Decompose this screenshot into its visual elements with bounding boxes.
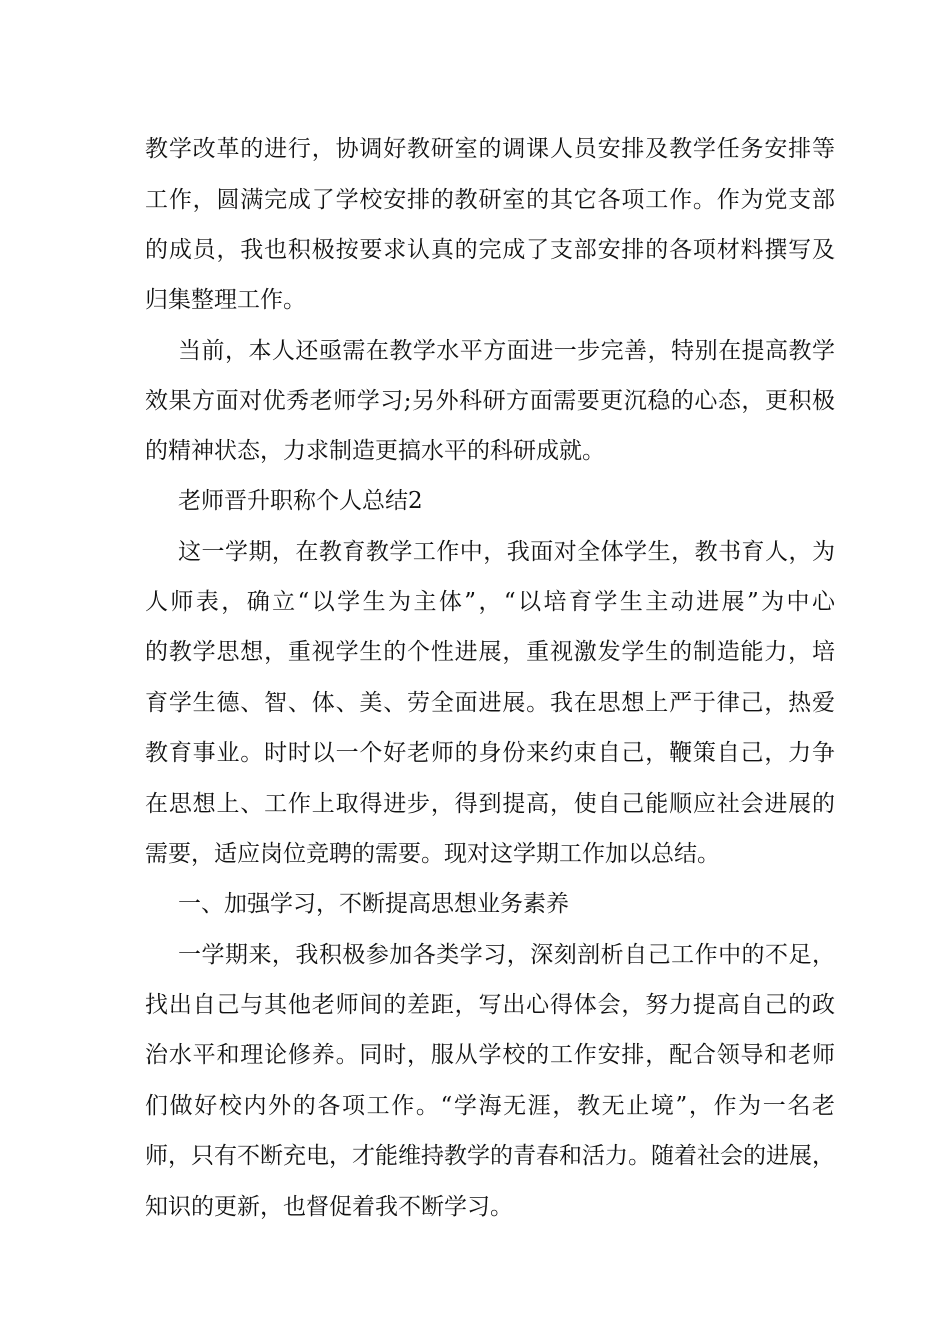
text-line: 教学改革的进行，协调好教研室的调课人员安排及教学任务安排等 [145, 136, 835, 162]
text-line: 找出自己与其他老师间的差距，写出心得体会，努力提高自己的政 [145, 992, 835, 1018]
text-line: 在思想上、工作上取得进步，得到提高，使自己能顺应社会进展的 [145, 791, 835, 817]
text-line: 的成员，我也积极按要求认真的完成了支部安排的各项材料撰写及 [145, 237, 835, 263]
text-line: 人师表，确立“以学生为主体”，“以培育学生主动进展”为中心 [145, 589, 835, 615]
text-line: 一学期来，我积极参加各类学习，深刻剖析自己工作中的不足， [178, 942, 835, 968]
text-line: 的精神状态，力求制造更搞水平的科研成就。 [145, 438, 605, 464]
text-line: 效果方面对优秀老师学习;另外科研方面需要更沉稳的心态，更积极 [145, 388, 835, 414]
text-line: 育学生德、智、体、美、劳全面进展。我在思想上严于律己，热爱 [145, 690, 835, 716]
text-line: 师，只有不断充电，才能维持教学的青春和活力。随着社会的进展， [145, 1143, 835, 1169]
text-line: 工作，圆满完成了学校安排的教研室的其它各项工作。作为党支部 [145, 187, 835, 213]
text-line: 这一学期，在教育教学工作中，我面对全体学生，教书育人，为 [178, 539, 835, 565]
text-line: 需要，适应岗位竞聘的需要。现对这学期工作加以总结。 [145, 841, 720, 867]
text-line: 治水平和理论修养。同时，服从学校的工作安排，配合领导和老师 [145, 1042, 835, 1068]
text-line: 归集整理工作。 [145, 287, 306, 313]
text-line: 的教学思想，重视学生的个性进展，重视激发学生的制造能力，培 [145, 639, 835, 665]
text-line: 当前，本人还亟需在教学水平方面进一步完善，特别在提高教学 [178, 338, 835, 364]
section-heading: 老师晋升职称个人总结2 [178, 488, 423, 514]
text-line: 教育事业。时时以一个好老师的身份来约束自己，鞭策自己，力争 [145, 740, 835, 766]
text-line: 知识的更新，也督促着我不断学习。 [145, 1194, 513, 1220]
section-heading: 一、加强学习，不断提高思想业务素养 [178, 891, 569, 917]
text-line: 们做好校内外的各项工作。“学海无涯，教无止境”，作为一名老 [145, 1093, 835, 1119]
